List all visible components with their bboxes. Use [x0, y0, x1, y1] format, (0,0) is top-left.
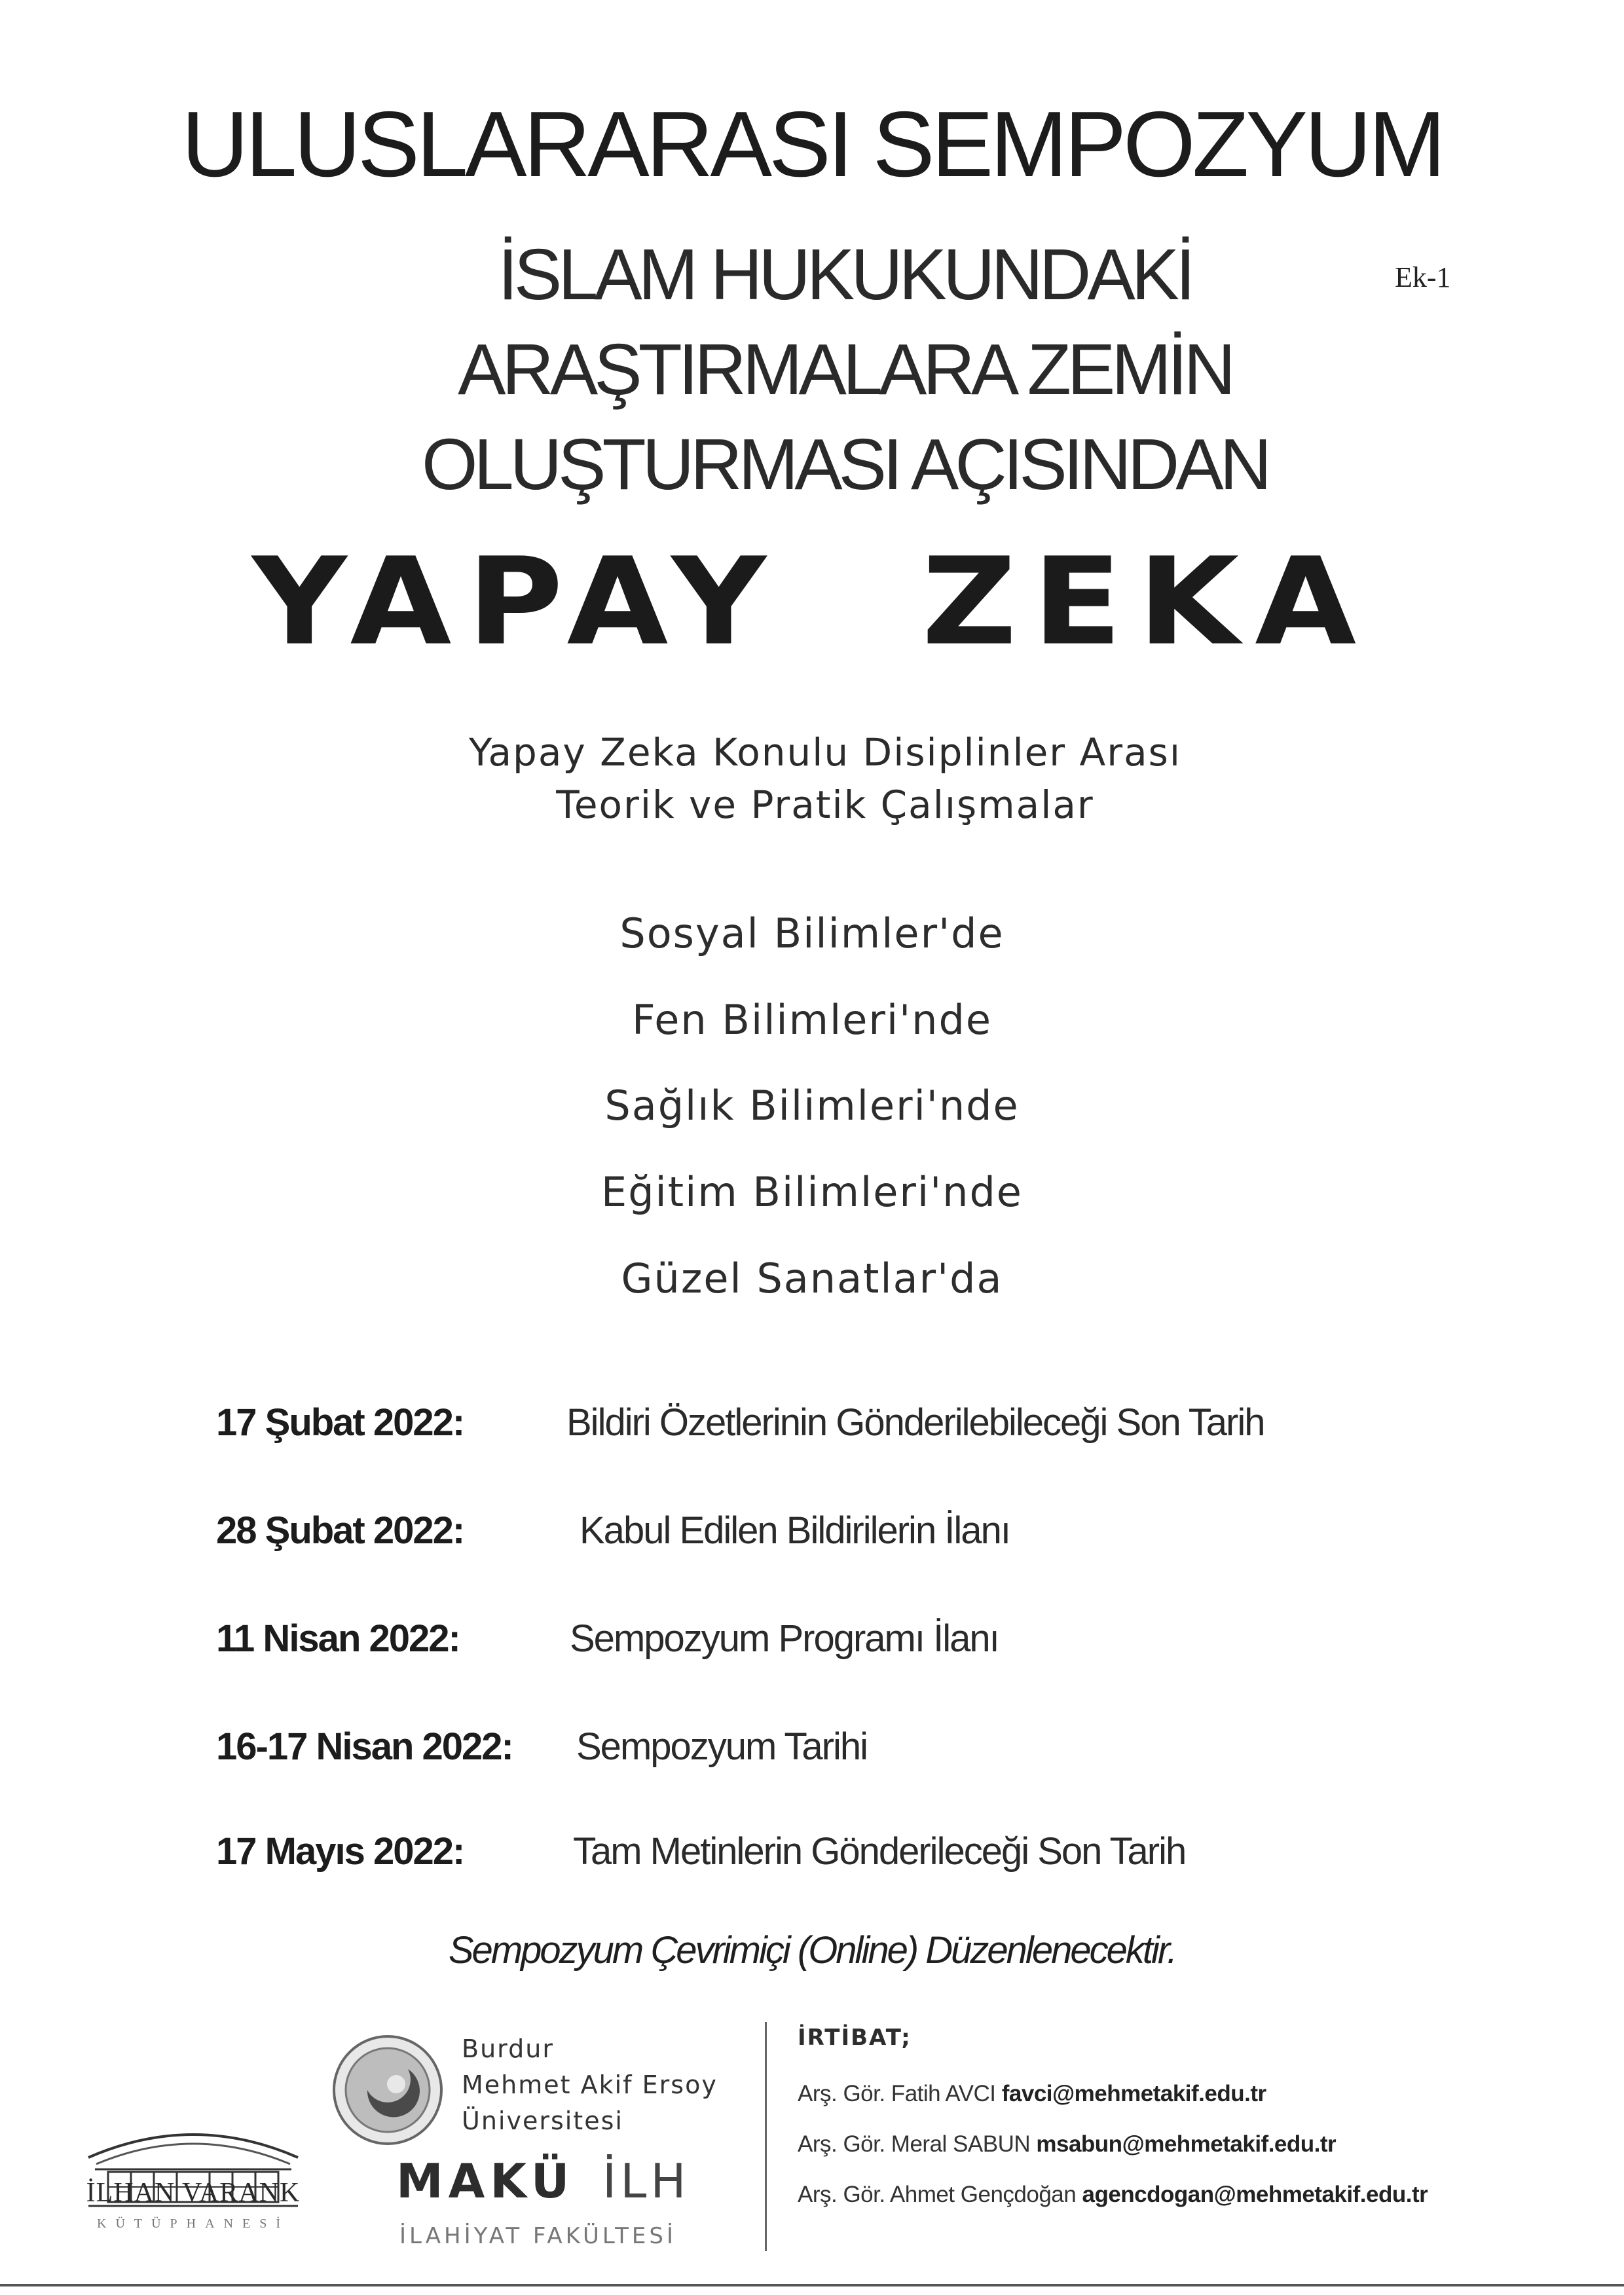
contact-name: Arş. Gör. Ahmet Gençdoğan [798, 2182, 1077, 2207]
subtitle-line-1: İSLAM HUKUKUNDAKİ [498, 234, 1192, 315]
field-item: Sağlık Bilimleri'nde [604, 1082, 1020, 1129]
description-line-1: Yapay Zeka Konulu Disiplinler Arası [469, 730, 1181, 775]
schedule-date: 16-17 Nisan 2022: [216, 1725, 513, 1768]
contact-email[interactable]: favci@mehmetakif.edu.tr [1001, 2081, 1266, 2106]
schedule-event: Sempozyum Tarihi [576, 1725, 868, 1768]
schedule-event: Sempozyum Programı İlanı [570, 1617, 999, 1660]
library-name: İLHAN VARANK [86, 2178, 301, 2208]
schedule-date: 28 Şubat 2022: [216, 1509, 464, 1552]
university-name-line: Mehmet Akif Ersoy [462, 2070, 718, 2099]
maku-logo: MAKÜ [396, 2154, 575, 2209]
subtitle-line-3: OLUŞTURMASI AÇISINDAN [421, 424, 1268, 505]
schedule-date: 17 Mayıs 2022: [216, 1830, 464, 1873]
field-item: Fen Bilimleri'nde [632, 996, 992, 1044]
main-title: ULUSLARARASI SEMPOZYUM [181, 92, 1443, 196]
field-item: Eğitim Bilimleri'nde [601, 1168, 1023, 1216]
university-name-line: Üniversitesi [462, 2106, 623, 2135]
footer-divider [765, 2022, 767, 2251]
bottom-rule [0, 2284, 1624, 2286]
contact-heading: İRTİBAT; [798, 2025, 912, 2051]
annex-label: Ek-1 [1395, 261, 1451, 293]
schedule-date: 11 Nisan 2022: [216, 1617, 460, 1660]
contact-email[interactable]: msabun@mehmetakif.edu.tr [1036, 2131, 1337, 2157]
university-name-line: Burdur [462, 2034, 554, 2063]
description-line-2: Teorik ve Pratik Çalışmalar [556, 782, 1094, 827]
contact-email[interactable]: agencdogan@mehmetakif.edu.tr [1082, 2182, 1428, 2207]
contact-row [798, 2081, 1266, 2107]
schedule-event: Kabul Edilen Bildirilerin İlanı [580, 1509, 1010, 1552]
contact-name: Arş. Gör. Fatih AVCI [798, 2081, 996, 2106]
schedule-event: Tam Metinlerin Gönderileceği Son Tarih [573, 1830, 1186, 1873]
field-item: Sosyal Bilimler'de [619, 909, 1005, 957]
contact-row [798, 2182, 1428, 2208]
subtitle-line-2: ARAŞTIRMALARA ZEMİN [458, 329, 1232, 410]
faculty-name: İLAHİYAT FAKÜLTESİ [399, 2223, 677, 2249]
schedule-event: Bildiri Özetlerinin Gönderilebileceği Son Tarih [566, 1401, 1264, 1444]
contact-row [798, 2131, 1336, 2157]
library-subtitle: KÜTÜPHANESİ [97, 2216, 289, 2231]
field-item: Güzel Sanatlar'da [621, 1255, 1003, 1302]
topic-title: YAPAY ZEKA [251, 532, 1373, 672]
ilh-logo: İLH [602, 2154, 690, 2209]
online-note: Sempozyum Çevrimiçi (Online) Düzenlenecektir. [448, 1929, 1176, 1972]
schedule-date: 17 Şubat 2022: [216, 1401, 464, 1444]
contact-name: Arş. Gör. Meral SABUN [798, 2131, 1031, 2157]
university-seal-icon [331, 2033, 445, 2148]
